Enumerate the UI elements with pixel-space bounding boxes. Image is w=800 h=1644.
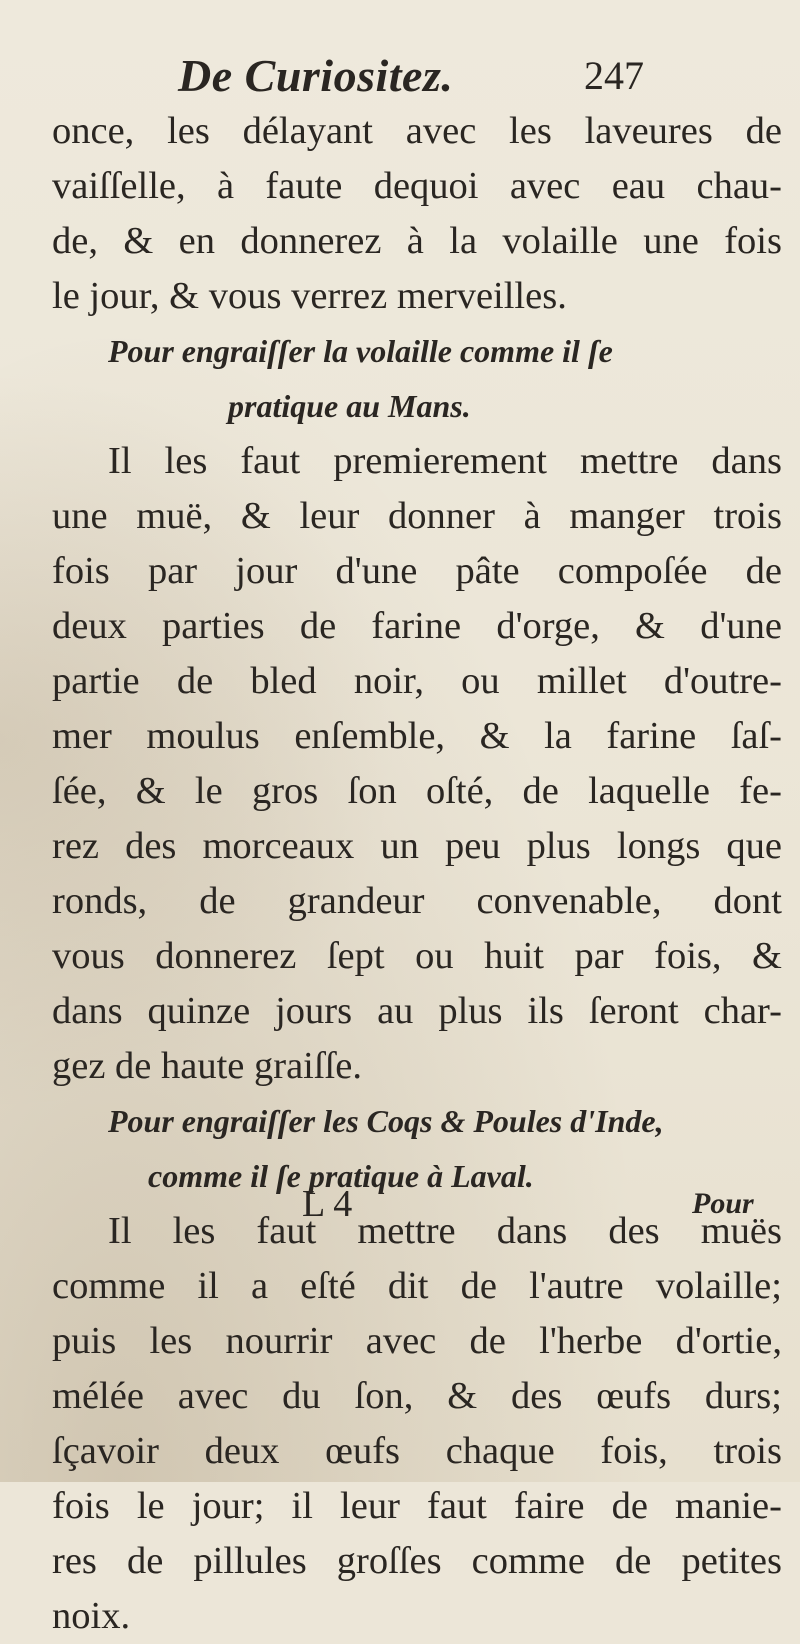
word: & (135, 770, 166, 812)
text-block (52, 104, 782, 1644)
word: deux (204, 1430, 280, 1472)
word: pâte (455, 550, 520, 592)
word: & (752, 935, 782, 977)
word: les (172, 1210, 216, 1252)
word: ou (415, 935, 454, 977)
text-line (52, 984, 782, 1039)
word: gez de haute graiſſe. (52, 1045, 362, 1087)
word: morceaux (202, 825, 355, 867)
word: de (176, 660, 214, 702)
word: de, (52, 220, 98, 262)
word: trois (713, 495, 782, 537)
word: mer (52, 715, 112, 757)
word: chau- (696, 165, 782, 207)
word: manie- (675, 1485, 782, 1527)
text-line (52, 1039, 782, 1094)
word: eſté (300, 1265, 356, 1307)
word: rez (52, 825, 99, 867)
word: de (615, 1540, 652, 1582)
word: plus (438, 990, 503, 1032)
word: quinze (147, 990, 251, 1032)
word: d'outre- (663, 660, 782, 702)
word: ou (461, 660, 500, 702)
word: oſté, (425, 770, 494, 812)
word: faute (265, 165, 343, 207)
word: une (52, 495, 108, 537)
word: gros (251, 770, 319, 812)
word: parties (162, 605, 265, 647)
word: a (250, 1265, 269, 1307)
word: & (479, 715, 510, 757)
section-heading-line (52, 324, 782, 379)
word: ſée, (52, 770, 107, 812)
text-line (52, 709, 782, 764)
word: par (147, 550, 198, 592)
word: comme (471, 1540, 585, 1582)
section-heading-line (52, 379, 782, 434)
word: manger (569, 495, 685, 537)
word: donnerez (155, 935, 297, 977)
word: volaille; (655, 1265, 782, 1307)
word: des (608, 1210, 660, 1252)
text-line (52, 104, 782, 159)
word: des (511, 1375, 563, 1417)
word: donner (388, 495, 495, 537)
word: délayant (242, 110, 374, 152)
text-line (52, 1259, 782, 1314)
word: once, (52, 110, 135, 152)
word: bled (250, 660, 317, 702)
word: fois, (600, 1430, 668, 1472)
catchword: Pour (692, 1187, 754, 1220)
word: jour; (191, 1485, 265, 1527)
text-line (52, 1479, 782, 1534)
word: res (52, 1540, 97, 1582)
word: ſon, (354, 1375, 414, 1417)
word: par (574, 935, 624, 977)
word: groſſes (336, 1540, 442, 1582)
text-line (52, 489, 782, 544)
word: laveures (584, 110, 713, 152)
word: fe- (739, 770, 782, 812)
word: char- (703, 990, 782, 1032)
word: les (509, 110, 552, 152)
word: moulus (146, 715, 260, 757)
word: de (745, 550, 782, 592)
signature-mark: L 4 (302, 1183, 353, 1225)
word: faut (240, 440, 301, 482)
word: & (635, 605, 665, 647)
word: grandeur (287, 880, 425, 922)
word: une (643, 220, 699, 262)
word: fois (52, 550, 110, 592)
word: avec (405, 110, 477, 152)
word: huit (484, 935, 544, 977)
page-number: 247 (584, 53, 644, 98)
word: plus (526, 825, 591, 867)
word: dequoi (373, 165, 479, 207)
word: comme il ſe pratique à Laval. (148, 1158, 534, 1194)
word: mettre (580, 440, 679, 482)
text-line (52, 544, 782, 599)
section-heading-line (52, 1094, 782, 1149)
word: fois (52, 1485, 110, 1527)
word: ſon (347, 770, 397, 812)
word: le jour, & vous verrez merveilles. (52, 275, 567, 317)
text-line (52, 269, 782, 324)
word: jour (235, 550, 298, 592)
word: du (282, 1375, 321, 1417)
word: jours (275, 990, 353, 1032)
text-line (52, 1534, 782, 1589)
word: dans (52, 990, 123, 1032)
word: deux (52, 605, 127, 647)
word: les (149, 1320, 193, 1362)
word: d'ortie, (675, 1320, 782, 1362)
word: dans (711, 440, 782, 482)
word: dont (713, 880, 782, 922)
word: de (611, 1485, 648, 1527)
running-title: De Curiositez. (178, 50, 454, 101)
word: au (377, 990, 414, 1032)
text-line (52, 599, 782, 654)
word: d'une (335, 550, 418, 592)
word: ronds, (52, 880, 148, 922)
text-line (52, 1589, 782, 1644)
word: avec (177, 1375, 249, 1417)
word: ſept (326, 935, 385, 977)
word: ſeront (588, 990, 679, 1032)
text-line (52, 159, 782, 214)
word: & (123, 220, 154, 262)
word: & (240, 495, 271, 537)
page-footer (0, 1176, 800, 1236)
word: faut (256, 1210, 317, 1252)
word: longs (616, 825, 701, 867)
word: puis (52, 1320, 117, 1362)
word: petites (681, 1540, 782, 1582)
word: de (460, 1265, 497, 1307)
word: millet (536, 660, 627, 702)
word: d'orge, (496, 605, 600, 647)
word: des (125, 825, 177, 867)
word: durs; (704, 1375, 782, 1417)
word: de (126, 1540, 164, 1582)
word: trois (713, 1430, 782, 1472)
word: œufs (325, 1430, 400, 1472)
text-line (52, 874, 782, 929)
word: Il (108, 1210, 132, 1252)
word: laquelle (588, 770, 710, 812)
word: leur (299, 495, 360, 537)
word: ſaſ- (730, 715, 782, 757)
text-line (52, 1314, 782, 1369)
text-line (52, 819, 782, 874)
word: ſçavoir (52, 1430, 159, 1472)
word: peu (444, 825, 501, 867)
word: volaille (502, 220, 618, 262)
word: de (299, 605, 337, 647)
word: pillules (193, 1540, 307, 1582)
word: nourrir (225, 1320, 333, 1362)
word: les (164, 440, 208, 482)
word: noix. (52, 1595, 131, 1637)
word: il (291, 1485, 313, 1527)
word: & (447, 1375, 478, 1417)
word: eau (611, 165, 666, 207)
word: partie (52, 660, 140, 702)
word: en (178, 220, 215, 262)
word: de (469, 1320, 506, 1362)
word: dans (496, 1210, 568, 1252)
word: muë, (136, 495, 213, 537)
word: muës (700, 1210, 782, 1252)
word: vaiſſelle, (52, 165, 186, 207)
word: avec (365, 1320, 437, 1362)
word: fois, (654, 935, 722, 977)
word: vous (52, 935, 125, 977)
word: de (522, 770, 559, 812)
word: noir, (353, 660, 424, 702)
word: donnerez (240, 220, 382, 262)
word: Pour engraiſſer les Coqs & Poules d'Inde, (108, 1103, 664, 1139)
word: le (136, 1485, 165, 1527)
word: faut (427, 1485, 487, 1527)
word: leur (340, 1485, 400, 1527)
word: Pour engraiſſer la volaille comme il ſe (108, 333, 613, 369)
word: œufs (596, 1375, 672, 1417)
word: farine (606, 715, 697, 757)
text-line (52, 764, 782, 819)
word: convenable, (476, 880, 662, 922)
text-line (52, 1424, 782, 1479)
word: la (544, 715, 572, 757)
word: le (194, 770, 223, 812)
word: compoſée (557, 550, 708, 592)
word: que (726, 825, 782, 867)
text-line (52, 434, 782, 489)
word: il (197, 1265, 219, 1307)
word: les (167, 110, 210, 152)
word: à (216, 165, 235, 207)
word: comme (52, 1265, 166, 1307)
word: l'herbe (539, 1320, 643, 1362)
word: à (406, 220, 424, 262)
word: à (523, 495, 541, 537)
text-line (52, 1369, 782, 1424)
word: un (380, 825, 419, 867)
word: mettre (357, 1210, 456, 1252)
word: fois (724, 220, 782, 262)
word: pratique au Mans. (228, 388, 471, 424)
word: ils (527, 990, 564, 1032)
word: Il (108, 440, 132, 482)
word: enſemble, (294, 715, 446, 757)
word: l'autre (529, 1265, 624, 1307)
word: la (449, 220, 478, 262)
text-line (52, 654, 782, 709)
word: de (199, 880, 236, 922)
word: avec (509, 165, 581, 207)
word: de (745, 110, 782, 152)
word: dit (387, 1265, 429, 1307)
word: chaque (445, 1430, 555, 1472)
word: mélée (52, 1375, 144, 1417)
word: d'une (700, 605, 782, 647)
word: faire (513, 1485, 585, 1527)
text-line (52, 929, 782, 984)
text-line (52, 214, 782, 269)
word: farine (371, 605, 462, 647)
word: premierement (333, 440, 547, 482)
running-head (0, 42, 800, 104)
